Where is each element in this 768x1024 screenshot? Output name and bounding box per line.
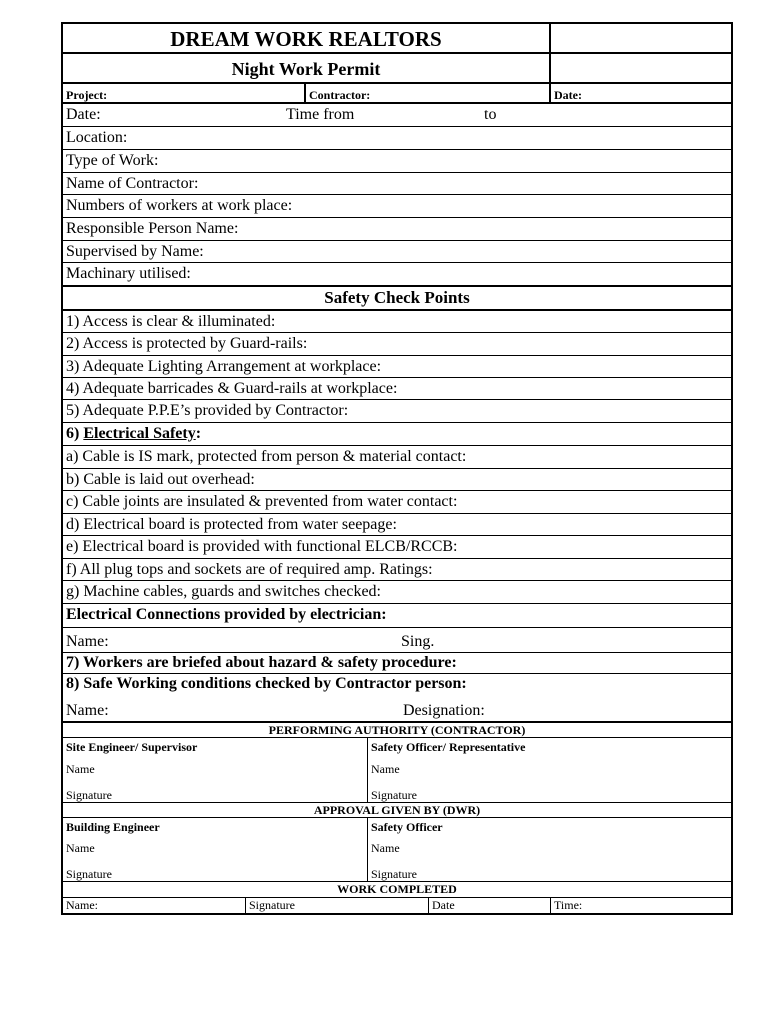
approval-heading: APPROVAL GIVEN BY (DWR) bbox=[313, 803, 481, 817]
completed-name-cell[interactable] bbox=[63, 898, 246, 913]
machinery-row[interactable] bbox=[63, 263, 731, 287]
date-label: Date: bbox=[66, 106, 101, 123]
safety-point-2: 2) Access is protected by Guard-rails: bbox=[66, 335, 308, 352]
electrical-safety-row bbox=[63, 423, 731, 446]
safety-point-row[interactable] bbox=[63, 356, 731, 378]
performing-heading: PERFORMING AUTHORITY (CONTRACTOR) bbox=[268, 723, 526, 737]
site-engineer-cell[interactable] bbox=[63, 738, 368, 802]
contractor-name-row[interactable] bbox=[63, 173, 731, 195]
safety-point-row[interactable] bbox=[63, 378, 731, 400]
type-of-work-label: Type of Work: bbox=[66, 152, 159, 169]
performing-heading-row bbox=[63, 723, 731, 738]
title-row bbox=[63, 54, 731, 84]
electrical-title: Electrical Safety bbox=[83, 425, 196, 442]
title-cell bbox=[63, 54, 551, 82]
header-date-label: Date: bbox=[554, 88, 582, 102]
electrical-prefix: 6) bbox=[66, 425, 84, 442]
approval-safety-officer-name-label: Name bbox=[371, 841, 400, 855]
electrician-sign-label: Sing. bbox=[401, 633, 435, 650]
safety-point-8: 8) Safe Working conditions checked by Contractor person: bbox=[66, 675, 467, 692]
point-7-row[interactable] bbox=[63, 653, 731, 674]
designation-label: Designation: bbox=[403, 702, 485, 719]
safety-officer-rep-title: Safety Officer/ Representative bbox=[371, 740, 526, 754]
safety-point-3: 3) Adequate Lighting Arrangement at workplace: bbox=[66, 358, 382, 375]
time-from-label: Time from bbox=[286, 106, 355, 123]
completed-time-cell[interactable] bbox=[551, 898, 731, 913]
contractor-cell[interactable] bbox=[306, 84, 551, 102]
contractor-person-name-label: Name: bbox=[66, 702, 109, 719]
type-of-work-row[interactable] bbox=[63, 150, 731, 173]
night-work-permit-form bbox=[61, 22, 733, 915]
company-name: DREAM WORK REALTORS bbox=[170, 27, 442, 51]
safety-officer-rep-name-label: Name bbox=[371, 762, 400, 776]
safety-point-row[interactable] bbox=[63, 311, 731, 333]
responsible-row[interactable] bbox=[63, 218, 731, 241]
point-8-row[interactable] bbox=[63, 674, 731, 696]
completed-date-cell[interactable] bbox=[429, 898, 551, 913]
electrical-suffix: : bbox=[195, 425, 202, 442]
responsible-label: Responsible Person Name: bbox=[66, 220, 239, 237]
safety-officer-rep-signature-label: Signature bbox=[371, 788, 417, 802]
completed-time-label: Time: bbox=[554, 898, 583, 912]
safety-point-5: 5) Adequate P.P.E’s provided by Contractor: bbox=[66, 402, 349, 419]
safety-point-1: 1) Access is clear & illuminated: bbox=[66, 313, 276, 330]
safety-point-7: 7) Workers are briefed about hazard & safety procedure: bbox=[66, 654, 457, 671]
date-time-row[interactable] bbox=[63, 104, 731, 127]
electrical-item-row[interactable] bbox=[63, 514, 731, 536]
approval-safety-officer-signature-label: Signature bbox=[371, 867, 417, 881]
supervised-label: Supervised by Name: bbox=[66, 243, 204, 260]
electrical-item-row[interactable] bbox=[63, 536, 731, 559]
electrician-heading-row bbox=[63, 604, 731, 628]
completed-date-label: Date bbox=[432, 898, 455, 912]
time-to-label: to bbox=[484, 106, 497, 123]
workers-row[interactable] bbox=[63, 195, 731, 218]
location-row[interactable] bbox=[63, 127, 731, 150]
approval-heading-row bbox=[63, 803, 731, 818]
safety-officer-rep-cell[interactable] bbox=[368, 738, 731, 802]
electrical-item-row[interactable] bbox=[63, 581, 731, 604]
electrical-safety-heading bbox=[66, 425, 201, 443]
approval-safety-officer-cell[interactable] bbox=[368, 818, 731, 881]
electrical-item-row[interactable] bbox=[63, 469, 731, 491]
safety-point-row[interactable] bbox=[63, 333, 731, 356]
site-engineer-signature-label: Signature bbox=[66, 788, 112, 802]
safety-point-4: 4) Adequate barricades & Guard-rails at workplace: bbox=[66, 380, 398, 397]
company-row bbox=[63, 24, 731, 54]
completed-signature-cell[interactable] bbox=[246, 898, 429, 913]
site-engineer-title: Site Engineer/ Supervisor bbox=[66, 740, 198, 754]
electrician-sign-row[interactable] bbox=[63, 628, 731, 653]
electrical-item-row[interactable] bbox=[63, 491, 731, 514]
electrical-item-b: b) Cable is laid out overhead: bbox=[66, 471, 255, 488]
project-label: Project: bbox=[66, 88, 108, 102]
building-engineer-name-label: Name bbox=[66, 841, 95, 855]
electrical-item-row[interactable] bbox=[63, 446, 731, 469]
completed-heading: WORK COMPLETED bbox=[337, 882, 457, 896]
contractor-label: Contractor: bbox=[309, 88, 371, 102]
electrical-item-d: d) Electrical board is protected from water seepage: bbox=[66, 516, 397, 533]
electrician-name-label: Name: bbox=[66, 633, 109, 650]
electrical-item-a: a) Cable is IS mark, protected from person & material contact: bbox=[66, 448, 467, 465]
location-label: Location: bbox=[66, 129, 128, 146]
company-cell bbox=[63, 24, 551, 52]
electrical-item-c: c) Cable joints are insulated & prevented from water contact: bbox=[66, 493, 458, 510]
supervised-row[interactable] bbox=[63, 241, 731, 263]
approval-safety-officer-title: Safety Officer bbox=[371, 820, 443, 834]
completed-heading-row bbox=[63, 882, 731, 898]
project-cell[interactable] bbox=[63, 84, 306, 102]
contractor-name-label: Name of Contractor: bbox=[66, 175, 199, 192]
site-engineer-name-label: Name bbox=[66, 762, 95, 776]
machinery-label: Machinary utilised: bbox=[66, 265, 191, 282]
workers-label: Numbers of workers at work place: bbox=[66, 197, 293, 214]
electrical-item-e: e) Electrical board is provided with functional ELCB/RCCB: bbox=[66, 538, 458, 555]
completed-name-label: Name: bbox=[66, 898, 98, 912]
electrical-item-f: f) All plug tops and sockets are of required amp. Ratings: bbox=[66, 561, 433, 578]
form-title: Night Work Permit bbox=[231, 59, 381, 79]
performing-signatures-row bbox=[63, 738, 731, 803]
completed-signature-label: Signature bbox=[249, 898, 295, 912]
project-row bbox=[63, 84, 731, 104]
electrical-item-row[interactable] bbox=[63, 559, 731, 581]
building-engineer-title: Building Engineer bbox=[66, 820, 160, 834]
safety-point-row[interactable] bbox=[63, 400, 731, 423]
electrician-heading: Electrical Connections provided by electrician: bbox=[66, 606, 387, 623]
approval-signatures-row bbox=[63, 818, 731, 882]
electrical-item-g: g) Machine cables, guards and switches checked: bbox=[66, 583, 381, 600]
building-engineer-signature-label: Signature bbox=[66, 867, 112, 881]
building-engineer-cell[interactable] bbox=[63, 818, 368, 881]
safety-heading-row bbox=[63, 287, 731, 311]
header-date-cell[interactable] bbox=[551, 84, 731, 102]
completed-row bbox=[63, 898, 731, 913]
contractor-person-row[interactable] bbox=[63, 696, 731, 723]
safety-heading: Safety Check Points bbox=[324, 288, 470, 307]
